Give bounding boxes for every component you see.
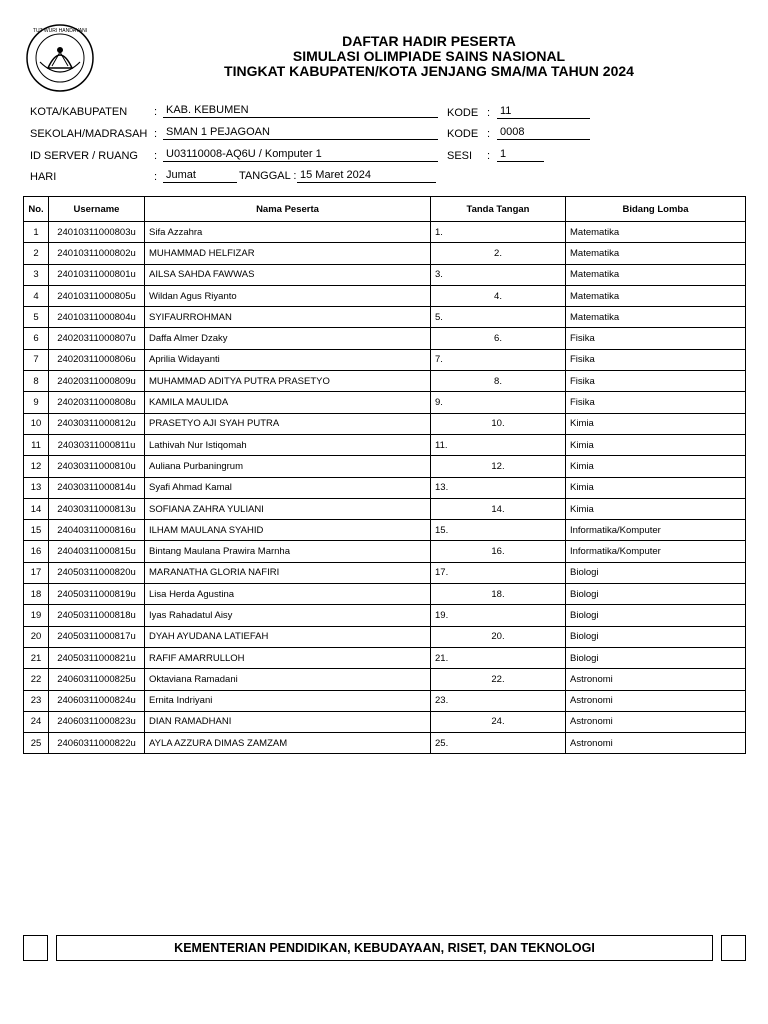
row-no: 4 [24,285,49,306]
hari-value: Jumat [163,169,237,183]
row-nama: RAFIF AMARRULLOH [145,647,431,668]
row-bidang: Astronomi [566,711,746,732]
table-row [24,222,746,243]
tanggal-label: TANGGAL : [239,170,297,182]
row-nama: Oktaviana Ramadani [145,669,431,690]
row-no: 10 [24,413,49,434]
row-nama: Lathivah Nur Istiqomah [145,434,431,455]
server-label: ID SERVER / RUANG [30,150,138,162]
row-username: 24010311000801u [49,264,145,285]
row-no: 25 [24,733,49,754]
footer-ministry: KEMENTERIAN PENDIDIKAN, KEBUDAYAAN, RISET, DAN TEKNOLOGI [56,935,713,961]
table-header-row [24,197,746,222]
row-username: 24040311000816u [49,520,145,541]
row-nama: Sifa Azzahra [145,222,431,243]
row-bidang: Biologi [566,584,746,605]
row-username: 24050311000821u [49,647,145,668]
hari-colon: : [154,171,158,183]
row-nama: Ernita Indriyani [145,690,431,711]
row-username: 24030311000814u [49,477,145,498]
table-row [24,669,746,690]
tanggal-value: 15 Maret 2024 [297,169,436,183]
row-tanda-tangan: 3. [431,264,566,285]
row-bidang: Matematika [566,264,746,285]
row-bidang: Matematika [566,307,746,328]
row-bidang: Fisika [566,392,746,413]
kode1-label: KODE [447,107,479,119]
row-no: 21 [24,647,49,668]
table-row [24,584,746,605]
row-no: 11 [24,434,49,455]
sesi-colon: : [487,150,491,162]
kode2-colon: : [487,128,491,140]
table-row [24,264,746,285]
row-bidang: Kimia [566,413,746,434]
kode1-colon: : [487,107,491,119]
attendance-table [23,196,746,754]
row-tanda-tangan: 7. [431,349,566,370]
sekolah-value: SMAN 1 PEJAGOAN [163,126,438,140]
row-bidang: Matematika [566,243,746,264]
row-tanda-tangan: 23. [431,690,566,711]
row-username: 24030311000812u [49,413,145,434]
row-username: 24060311000825u [49,669,145,690]
header-tanda-tangan: Tanda Tangan [431,197,566,222]
row-bidang: Biologi [566,647,746,668]
row-username: 24060311000824u [49,690,145,711]
table-row [24,371,746,392]
row-tanda-tangan: 20. [431,626,566,647]
kota-label: KOTA/KABUPATEN [30,106,128,118]
row-bidang: Fisika [566,349,746,370]
header-username: Username [49,197,145,222]
server-value: U03110008-AQ6U / Komputer 1 [163,148,438,162]
row-username: 24010311000802u [49,243,145,264]
row-no: 23 [24,690,49,711]
kota-value: KAB. KEBUMEN [163,104,438,118]
row-tanda-tangan: 5. [431,307,566,328]
row-tanda-tangan: 14. [431,498,566,519]
row-bidang: Astronomi [566,669,746,690]
title-line-1: DAFTAR HADIR PESERTA [342,33,516,49]
row-nama: MUHAMMAD HELFIZAR [145,243,431,264]
table-row [24,711,746,732]
title-line-2: SIMULASI OLIMPIADE SAINS NASIONAL [292,48,566,64]
table-row [24,477,746,498]
row-nama: Wildan Agus Riyanto [145,285,431,306]
row-nama: AILSA SAHDA FAWWAS [145,264,431,285]
row-bidang: Informatika/Komputer [566,520,746,541]
row-username: 24040311000815u [49,541,145,562]
row-no: 1 [24,222,49,243]
row-bidang: Matematika [566,285,746,306]
row-no: 5 [24,307,49,328]
row-no: 17 [24,562,49,583]
row-no: 22 [24,669,49,690]
row-nama: ILHAM MAULANA SYAHID [145,520,431,541]
table-row [24,733,746,754]
row-tanda-tangan: 4. [431,285,566,306]
row-tanda-tangan: 11. [431,434,566,455]
row-no: 3 [24,264,49,285]
row-bidang: Informatika/Komputer [566,541,746,562]
row-no: 18 [24,584,49,605]
table-row [24,392,746,413]
kota-colon: : [154,106,158,118]
kode2-label: KODE [447,128,479,140]
table-row [24,520,746,541]
row-tanda-tangan: 15. [431,520,566,541]
row-username: 24030311000811u [49,434,145,455]
row-bidang: Astronomi [566,690,746,711]
row-no: 6 [24,328,49,349]
tut-wuri-handayani-logo [24,22,96,94]
table-row [24,690,746,711]
row-username: 24020311000806u [49,349,145,370]
table-row [24,647,746,668]
row-nama: Syafi Ahmad Kamal [145,477,431,498]
table-row [24,605,746,626]
table-row [24,456,746,477]
row-bidang: Fisika [566,371,746,392]
row-tanda-tangan: 16. [431,541,566,562]
row-no: 13 [24,477,49,498]
row-tanda-tangan: 13. [431,477,566,498]
row-tanda-tangan: 2. [431,243,566,264]
table-row [24,541,746,562]
row-tanda-tangan: 10. [431,413,566,434]
table-row [24,413,746,434]
row-no: 19 [24,605,49,626]
row-username: 24050311000818u [49,605,145,626]
table-row [24,349,746,370]
header-nama: Nama Peserta [145,197,431,222]
row-nama: Auliana Purbaningrum [145,456,431,477]
row-nama: Lisa Herda Agustina [145,584,431,605]
table-row [24,562,746,583]
row-tanda-tangan: 19. [431,605,566,626]
row-bidang: Biologi [566,562,746,583]
row-username: 24020311000807u [49,328,145,349]
title-line-3: TINGKAT KABUPATEN/KOTA JENJANG SMA/MA TAHUN 2024 [224,63,634,79]
row-no: 14 [24,498,49,519]
row-nama: SYIFAURROHMAN [145,307,431,328]
row-tanda-tangan: 8. [431,371,566,392]
row-username: 24050311000819u [49,584,145,605]
row-nama: MUHAMMAD ADITYA PUTRA PRASETYO [145,371,431,392]
row-bidang: Kimia [566,498,746,519]
row-username: 24020311000808u [49,392,145,413]
row-no: 9 [24,392,49,413]
row-bidang: Astronomi [566,733,746,754]
row-no: 20 [24,626,49,647]
row-username: 24050311000817u [49,626,145,647]
table-row [24,498,746,519]
row-tanda-tangan: 1. [431,222,566,243]
sesi-label: SESI [447,150,473,162]
row-nama: DYAH AYUDANA LATIEFAH [145,626,431,647]
row-nama: Aprilia Widayanti [145,349,431,370]
row-username: 24060311000822u [49,733,145,754]
row-nama: MARANATHA GLORIA NAFIRI [145,562,431,583]
row-bidang: Fisika [566,328,746,349]
table-row [24,626,746,647]
row-username: 24010311000803u [49,222,145,243]
table-row [24,243,746,264]
row-tanda-tangan: 21. [431,647,566,668]
row-tanda-tangan: 17. [431,562,566,583]
row-username: 24030311000813u [49,498,145,519]
row-username: 24020311000809u [49,371,145,392]
row-nama: AYLA AZZURA DIMAS ZAMZAM [145,733,431,754]
row-tanda-tangan: 12. [431,456,566,477]
row-username: 24010311000805u [49,285,145,306]
hari-label: HARI [30,171,57,183]
row-nama: Bintang Maulana Prawira Marnha [145,541,431,562]
row-username: 24030311000810u [49,456,145,477]
row-no: 2 [24,243,49,264]
row-nama: SOFIANA ZAHRA YULIANI [145,498,431,519]
row-tanda-tangan: 25. [431,733,566,754]
row-tanda-tangan: 22. [431,669,566,690]
row-no: 24 [24,711,49,732]
row-bidang: Kimia [566,477,746,498]
row-tanda-tangan: 6. [431,328,566,349]
row-nama: DIAN RAMADHANI [145,711,431,732]
sekolah-label: SEKOLAH/MADRASAH [30,128,148,140]
row-nama: PRASETYO AJI SYAH PUTRA [145,413,431,434]
server-colon: : [154,150,158,162]
row-username: 24050311000820u [49,562,145,583]
row-tanda-tangan: 18. [431,584,566,605]
row-no: 8 [24,371,49,392]
kode1-value: 11 [497,105,590,119]
sekolah-colon: : [154,128,158,140]
row-username: 24060311000823u [49,711,145,732]
row-bidang: Matematika [566,222,746,243]
table-row [24,307,746,328]
row-bidang: Biologi [566,626,746,647]
row-bidang: Kimia [566,456,746,477]
kode2-value: 0008 [497,126,590,140]
row-nama: Daffa Almer Dzaky [145,328,431,349]
svg-text:TUT WURI HANDAYANI: TUT WURI HANDAYANI [32,28,88,34]
footer-left-box [23,935,48,961]
row-username: 24010311000804u [49,307,145,328]
row-nama: Iyas Rahadatul Aisy [145,605,431,626]
footer-right-box [721,935,746,961]
table-row [24,285,746,306]
table-row [24,328,746,349]
row-bidang: Kimia [566,434,746,455]
document-title [110,34,748,79]
row-tanda-tangan: 9. [431,392,566,413]
row-bidang: Biologi [566,605,746,626]
row-no: 7 [24,349,49,370]
header-no: No. [24,197,49,222]
row-no: 15 [24,520,49,541]
table-row [24,434,746,455]
row-no: 16 [24,541,49,562]
row-nama: KAMILA MAULIDA [145,392,431,413]
sesi-value: 1 [497,148,544,162]
row-no: 12 [24,456,49,477]
header-bidang: Bidang Lomba [566,197,746,222]
row-tanda-tangan: 24. [431,711,566,732]
